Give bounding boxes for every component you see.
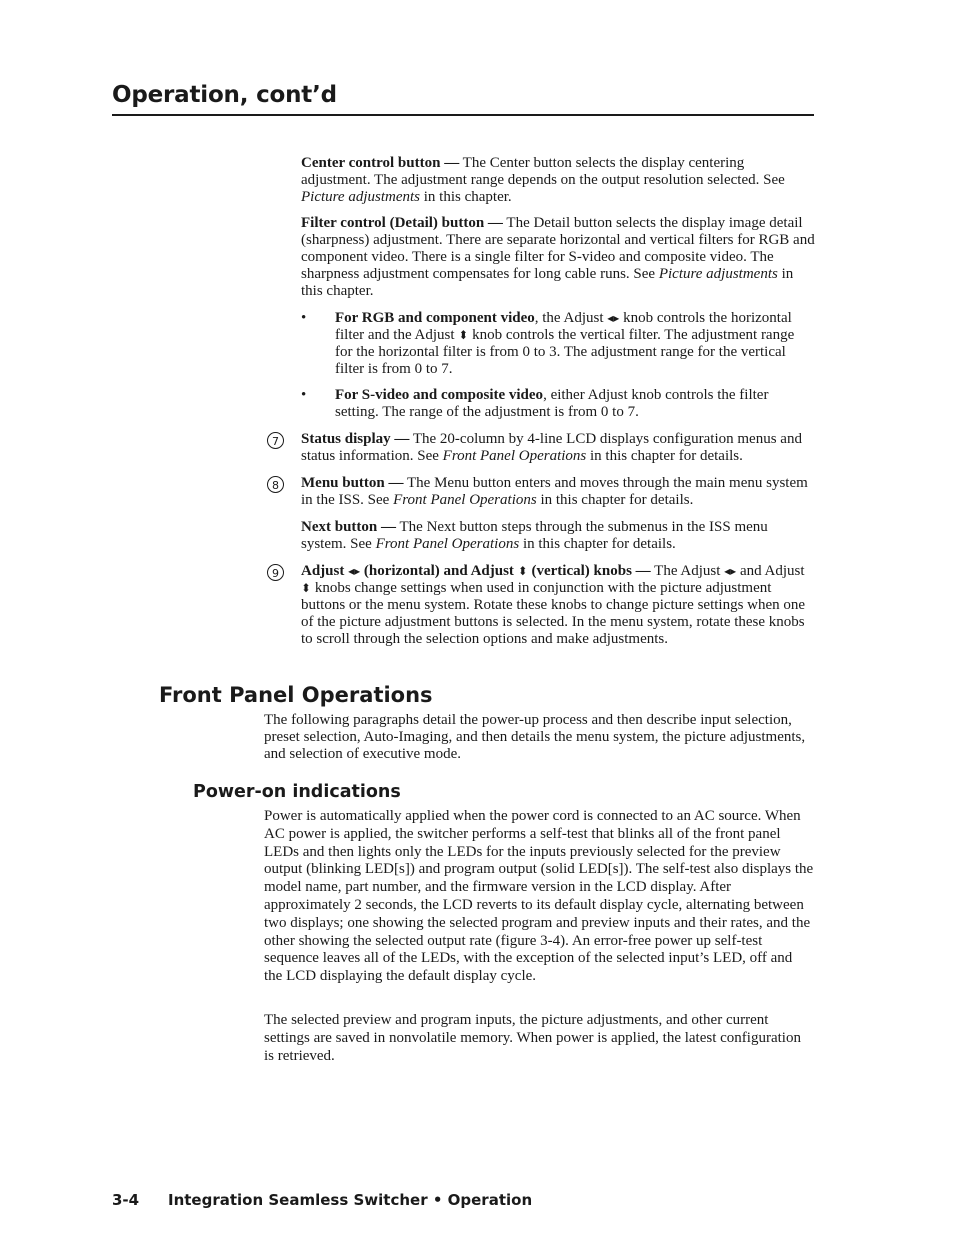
page-number: 3-4 xyxy=(112,1191,140,1209)
power-on-paragraph-2 xyxy=(264,1012,814,1065)
page-header-title: Operation, cont’d xyxy=(112,82,337,108)
menu-button-text: The Menu button enters and moves through the main menu system in the ISS. See xyxy=(301,475,808,508)
filter-button-text-end: in this chapter. xyxy=(301,266,794,299)
rgb-filter-text-3: knob controls the vertical filter. The adjustment range for the horizontal filter is from 0 to 3. The adjustment range for the vertical filter is from 0 to 7. xyxy=(335,327,795,377)
status-display-text: The 20-column by 4-line LCD displays configuration menus and status information. See xyxy=(301,431,802,464)
vertical-adjust-icon: ⬍ xyxy=(301,581,312,595)
power-on-text-1: Power is automatically applied when the power cord is connected to an AC source. When AC power is applied, the switcher performs a self-test that blinks all of the front panel LEDs and then lights only the LEDs for the inputs previously selected for the preview output (blinking LED[s]) and program output (solid LED[s]). The self-test also displays the model name, part number, and the firmware version in the LCD display. After approximately 2 seconds, the LCD reverts to its default display cycle, alternating between two displays; one showing the selected program and preview inputs and their rates, and the other showing the selected output rate (figure 3-4). An error-free power up self-test sequence leaves all of the LEDs, with the exception of the selected input’s LED, off and the LCD displaying the default display cycle. xyxy=(264,808,814,985)
status-display-reference: Front Panel Operations xyxy=(442,448,587,464)
adjust-knobs-term-2: (horizontal) and Adjust xyxy=(360,563,518,579)
adjust-knobs-paragraph xyxy=(301,563,815,648)
menu-button-paragraph xyxy=(301,475,815,509)
adjust-knobs-text: The Adjust xyxy=(650,563,725,579)
power-on-paragraph-1 xyxy=(264,808,814,986)
callout-number-9: 9 xyxy=(267,564,284,581)
bullet-marker: • xyxy=(301,387,307,403)
page-footer xyxy=(112,1191,532,1209)
power-on-indications-heading: Power-on indications xyxy=(193,782,401,802)
next-button-term: Next button — xyxy=(301,519,397,535)
svideo-filter-term: For S-video and composite video xyxy=(335,387,544,403)
next-button-reference: Front Panel Operations xyxy=(375,536,520,552)
center-button-text: The Center button selects the display centering adjustment. The adjustment range depends on the output resolution selected. See xyxy=(301,155,785,188)
filter-button-reference: Picture adjustments xyxy=(658,266,778,282)
center-button-paragraph xyxy=(301,155,815,206)
center-button-text-end: in this chapter. xyxy=(420,189,512,205)
front-panel-intro-paragraph xyxy=(264,712,814,763)
horizontal-adjust-icon: ◂▸ xyxy=(607,311,620,325)
bullet-marker: • xyxy=(301,310,307,326)
svideo-filter-bullet xyxy=(335,387,813,421)
header-rule xyxy=(112,114,814,116)
rgb-filter-text: , the Adjust xyxy=(534,310,608,326)
adjust-knobs-term-1: Adjust xyxy=(301,563,349,579)
status-display-text-end: in this chapter for details. xyxy=(586,448,743,464)
front-panel-operations-heading: Front Panel Operations xyxy=(159,683,433,707)
vertical-adjust-icon: ⬍ xyxy=(517,564,528,578)
horizontal-adjust-icon: ◂▸ xyxy=(724,564,737,578)
filter-button-paragraph xyxy=(301,215,815,300)
menu-button-text-end: in this chapter for details. xyxy=(536,492,694,508)
menu-button-term: Menu button — xyxy=(301,475,404,491)
menu-button-reference: Front Panel Operations xyxy=(393,492,537,508)
callout-number-8: 8 xyxy=(267,476,284,493)
adjust-knobs-term xyxy=(301,563,651,579)
center-button-reference: Picture adjustments xyxy=(301,189,421,205)
footer-title: Integration Seamless Switcher • Operation xyxy=(168,1191,533,1209)
next-button-paragraph xyxy=(301,519,815,553)
status-display-paragraph xyxy=(301,431,815,465)
adjust-knobs-text-3: knobs change settings when used in conjunction with the picture adjustment buttons or the menu system. Rotate these knobs to change picture settings when one of the picture adjustment buttons is selected. In the menu system, rotate these knobs to scroll through the selection options and make adjustments. xyxy=(301,580,806,647)
next-button-text-end: in this chapter for details. xyxy=(519,536,676,552)
front-panel-intro-text: The following paragraphs detail the power-up process and then describe input selection, preset selection, Auto-Imaging, and then details the menu system, the picture adjustments, and selection of executive mode. xyxy=(264,712,806,762)
filter-button-text: The Detail button selects the display image detail (sharpness) adjustment. There are separate horizontal and vertical filters for RGB and component video. There is a single filter for S-video and composite video. The sharpness adjustment compensates for long cable runs. See xyxy=(301,215,815,282)
adjust-knobs-term-3: (vertical) knobs — xyxy=(527,563,651,579)
horizontal-adjust-icon: ◂▸ xyxy=(348,564,361,578)
callout-number-7: 7 xyxy=(267,432,284,449)
rgb-filter-text-2: knob controls the horizontal filter and the Adjust xyxy=(335,310,792,343)
rgb-filter-term: For RGB and component video xyxy=(335,310,535,326)
svideo-filter-text: , either Adjust knob controls the filter setting. The range of the adjustment is from 0 to 7. xyxy=(335,387,769,420)
status-display-term: Status display — xyxy=(301,431,410,447)
vertical-adjust-icon: ⬍ xyxy=(458,328,469,342)
center-button-term: Center control button — xyxy=(301,155,460,171)
adjust-knobs-text-2: and Adjust xyxy=(736,563,805,579)
power-on-text-2: The selected preview and program inputs, the picture adjustments, and other current settings are saved in nonvolatile memory. When power is applied, the latest configuration is retrieved. xyxy=(264,1012,801,1064)
filter-button-term: Filter control (Detail) button — xyxy=(301,215,503,231)
next-button-text: The Next button steps through the submenus in the ISS menu system. See xyxy=(301,519,768,552)
rgb-filter-bullet xyxy=(335,310,813,378)
